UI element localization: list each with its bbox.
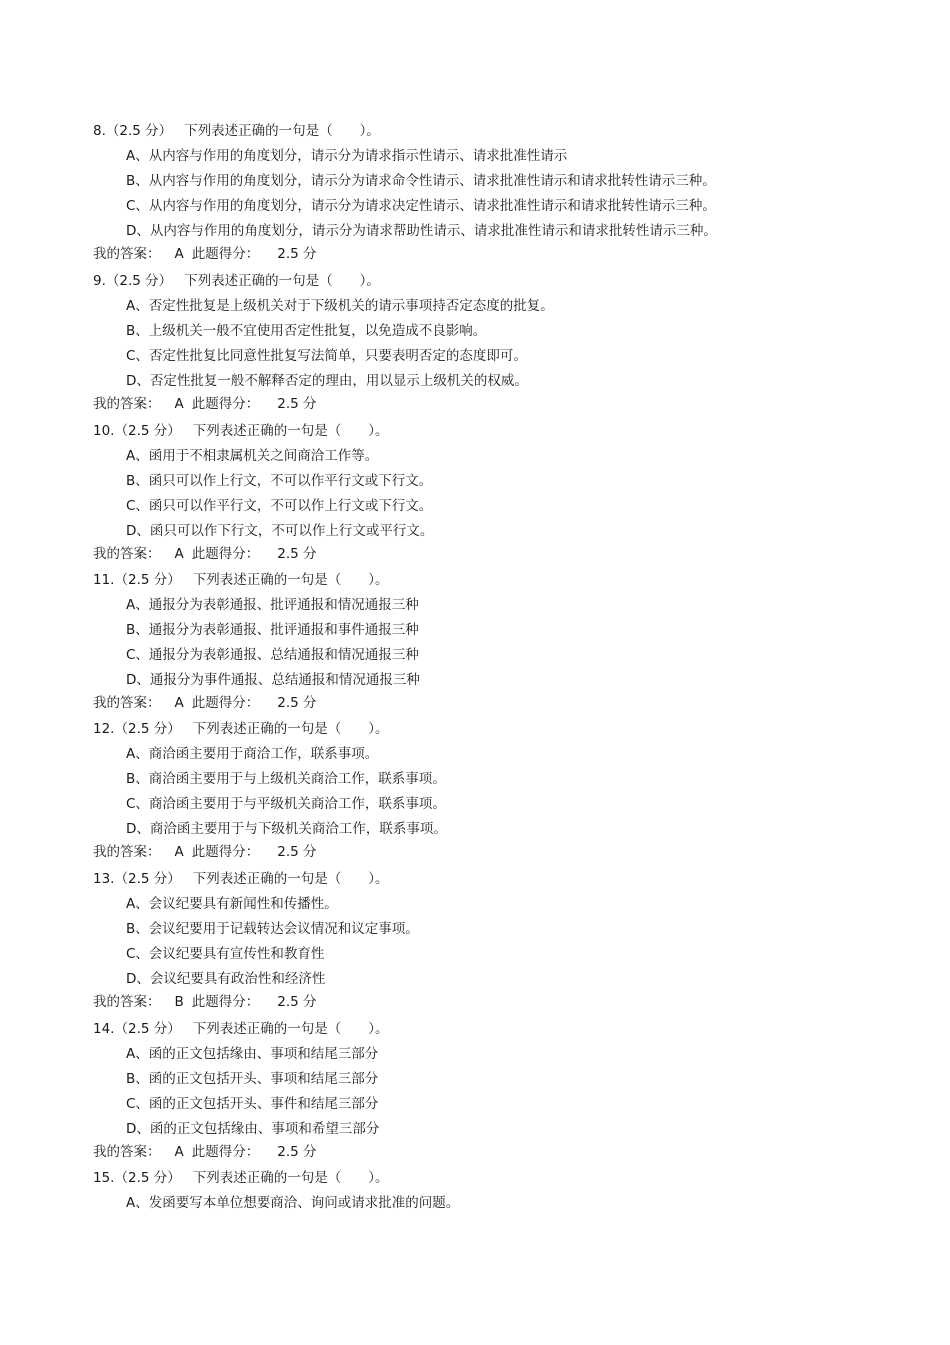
my-answer: B	[174, 994, 184, 1010]
answer-score: 2.5 分	[277, 246, 317, 262]
answer-score: 2.5 分	[277, 396, 317, 412]
option-b: B、函的正文包括开头、事项和结尾三部分	[126, 1071, 379, 1087]
my-answer: A	[174, 844, 184, 860]
question-number: 14.	[93, 1021, 115, 1037]
question-8-header	[93, 122, 380, 140]
option-b: B、上级机关一般不宜使用否定性批复，以免造成不良影响。	[126, 323, 487, 339]
my-answer: A	[174, 246, 184, 262]
question-11-header	[93, 571, 389, 589]
question-score: （2.5 分）	[114, 1170, 181, 1186]
option-a: A、否定性批复是上级机关对于下级机关的请示事项持否定态度的批复。	[126, 298, 554, 314]
question-number: 12.	[93, 721, 115, 737]
option-a: A、商洽函主要用于商洽工作，联系事项。	[126, 746, 379, 762]
my-answer: A	[174, 1144, 184, 1160]
question-score: （2.5 分）	[105, 273, 173, 289]
question-14-header	[93, 1020, 389, 1038]
option-a: A、函用于不相隶属机关之间商洽工作等。	[126, 448, 379, 464]
option-c: C、会议纪要具有宣传性和教育性	[126, 946, 325, 962]
question-15-header	[93, 1169, 389, 1187]
option-d: D、从内容与作用的角度划分，请示分为请求帮助性请示、请求批准性请示和请求批转性请示三种。	[126, 223, 717, 239]
option-a: A、函的正文包括缘由、事项和结尾三部分	[126, 1046, 379, 1062]
option-c: C、函只可以作平行文，不可以作上行文或下行文。	[126, 498, 433, 514]
option-b: B、通报分为表彰通报、批评通报和事件通报三种	[126, 622, 419, 638]
option-b: B、会议纪要用于记载转达会议情况和议定事项。	[126, 921, 419, 937]
question-number: 15.	[93, 1170, 115, 1186]
answer-line: 我的答案： B 此题得分： 2.5 分	[93, 994, 317, 1010]
question-score: （2.5 分）	[114, 423, 181, 439]
answer-line: 我的答案： A 此题得分： 2.5 分	[93, 844, 317, 860]
question-12-header	[93, 720, 389, 738]
question-10-header	[93, 422, 389, 440]
question-prompt: 下列表述正确的一句是（ ）。	[192, 1021, 389, 1037]
option-d: D、会议纪要具有政治性和经济性	[126, 971, 326, 987]
question-prompt: 下列表述正确的一句是（ ）。	[184, 123, 380, 139]
my-answer: A	[174, 695, 184, 711]
option-c: C、函的正文包括开头、事件和结尾三部分	[126, 1096, 379, 1112]
option-c: C、否定性批复比同意性批复写法简单，只要表明否定的态度即可。	[126, 348, 527, 364]
option-b: B、商洽函主要用于与上级机关商洽工作，联系事项。	[126, 771, 446, 787]
question-13-header	[93, 870, 389, 888]
question-9-header	[93, 272, 380, 290]
question-score: （2.5 分）	[114, 1021, 181, 1037]
option-a: A、会议纪要具有新闻性和传播性。	[126, 896, 338, 912]
option-d: D、商洽函主要用于与下级机关商洽工作，联系事项。	[126, 821, 447, 837]
question-prompt: 下列表述正确的一句是（ ）。	[192, 572, 389, 588]
question-prompt: 下列表述正确的一句是（ ）。	[192, 871, 389, 887]
question-number: 9.	[93, 273, 106, 289]
option-b: B、函只可以作上行文，不可以作平行文或下行文。	[126, 473, 433, 489]
answer-line: 我的答案： A 此题得分： 2.5 分	[93, 246, 317, 262]
option-b: B、从内容与作用的角度划分，请示分为请求命令性请示、请求批准性请示和请求批转性请示三种。	[126, 173, 716, 189]
option-a: A、发函要写本单位想要商洽、询问或请求批准的问题。	[126, 1195, 460, 1211]
answer-line: 我的答案： A 此题得分： 2.5 分	[93, 1144, 317, 1160]
my-answer: A	[174, 546, 184, 562]
question-prompt: 下列表述正确的一句是（ ）。	[192, 423, 389, 439]
question-score: （2.5 分）	[114, 721, 181, 737]
option-a: A、从内容与作用的角度划分，请示分为请求指示性请示、请求批准性请示	[126, 148, 568, 164]
option-c: C、通报分为表彰通报、总结通报和情况通报三种	[126, 647, 419, 663]
option-d: D、通报分为事件通报、总结通报和情况通报三种	[126, 672, 420, 688]
option-d: D、函只可以作下行文，不可以作上行文或平行文。	[126, 523, 434, 539]
my-answer: A	[174, 396, 184, 412]
answer-line: 我的答案： A 此题得分： 2.5 分	[93, 695, 317, 711]
option-c: C、从内容与作用的角度划分，请示分为请求决定性请示、请求批准性请示和请求批转性请示三种。	[126, 198, 716, 214]
answer-score: 2.5 分	[277, 546, 317, 562]
question-number: 11.	[93, 572, 115, 588]
answer-score: 2.5 分	[277, 695, 317, 711]
question-score: （2.5 分）	[105, 123, 173, 139]
question-prompt: 下列表述正确的一句是（ ）。	[192, 1170, 389, 1186]
answer-score: 2.5 分	[277, 994, 317, 1010]
question-number: 8.	[93, 123, 106, 139]
question-number: 10.	[93, 423, 115, 439]
option-c: C、商洽函主要用于与平级机关商洽工作，联系事项。	[126, 796, 446, 812]
answer-score: 2.5 分	[277, 1144, 317, 1160]
question-prompt: 下列表述正确的一句是（ ）。	[192, 721, 389, 737]
question-prompt: 下列表述正确的一句是（ ）。	[184, 273, 380, 289]
option-d: D、函的正文包括缘由、事项和希望三部分	[126, 1121, 380, 1137]
answer-line: 我的答案： A 此题得分： 2.5 分	[93, 396, 317, 412]
answer-score: 2.5 分	[277, 844, 317, 860]
answer-line: 我的答案： A 此题得分： 2.5 分	[93, 546, 317, 562]
question-score: （2.5 分）	[114, 871, 181, 887]
option-d: D、否定性批复一般不解释否定的理由，用以显示上级机关的权威。	[126, 373, 528, 389]
question-score: （2.5 分）	[114, 572, 181, 588]
option-a: A、通报分为表彰通报、批评通报和情况通报三种	[126, 597, 419, 613]
question-number: 13.	[93, 871, 115, 887]
